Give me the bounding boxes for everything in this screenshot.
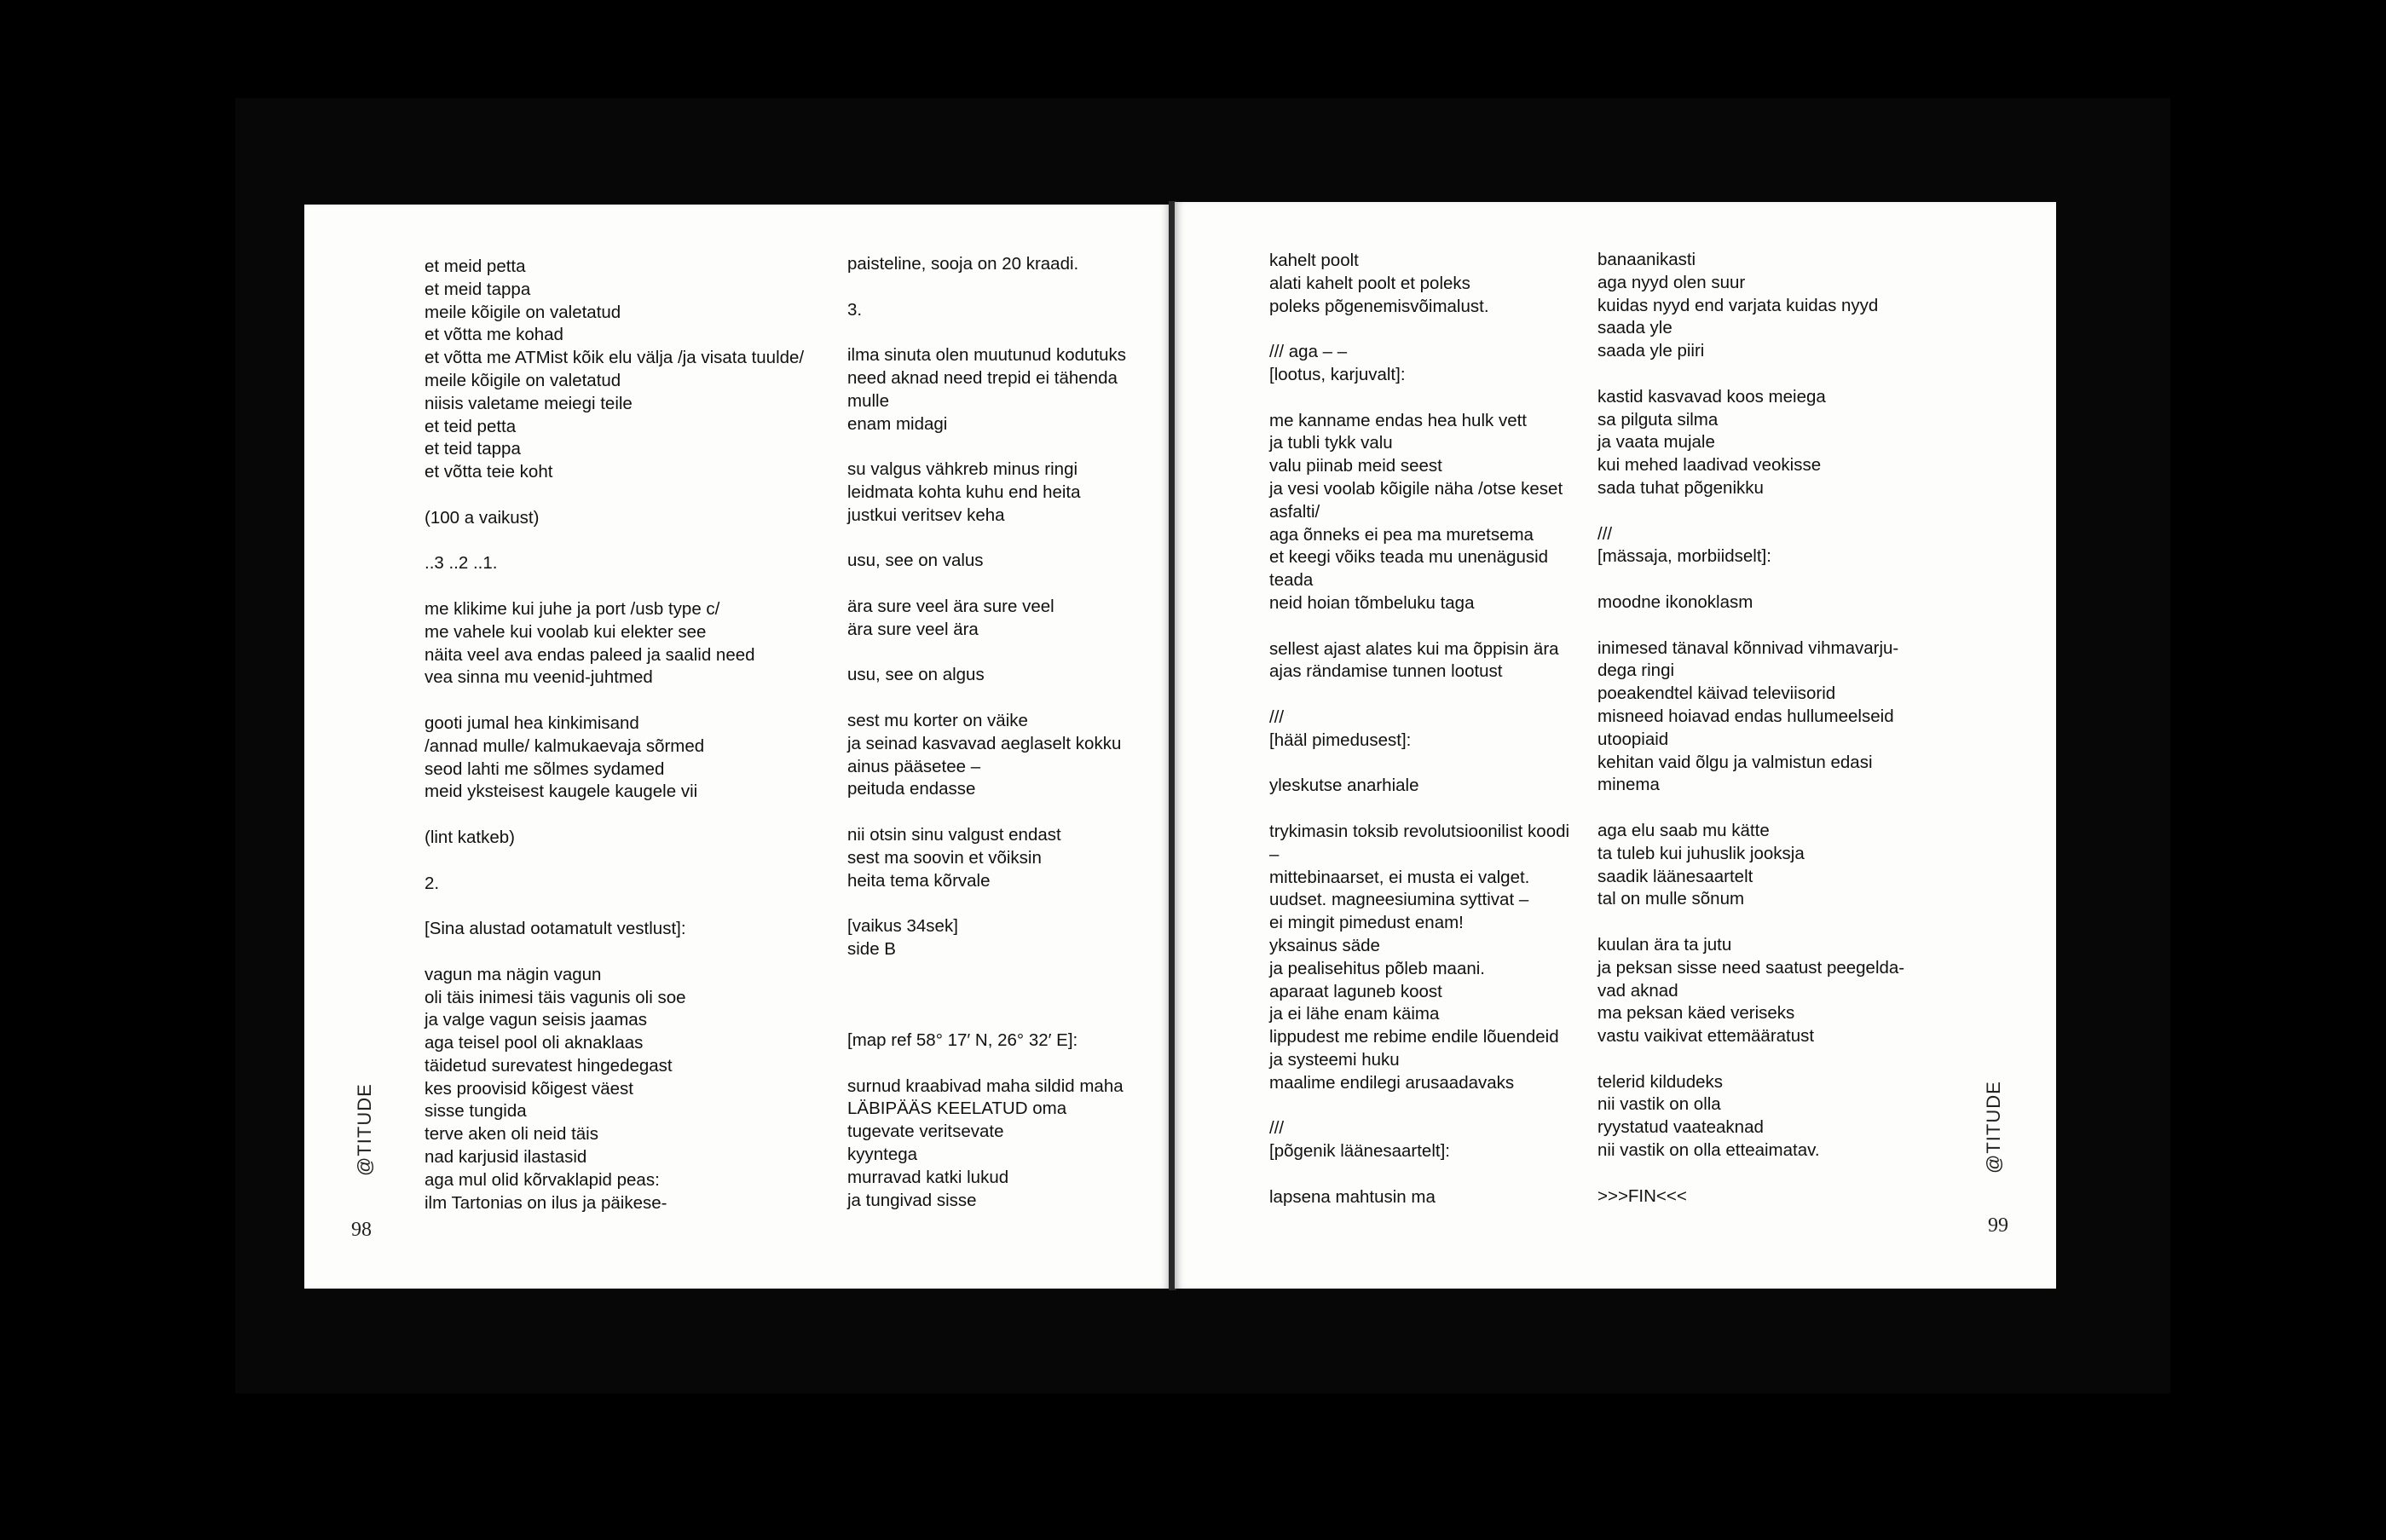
text-line: enam midagi xyxy=(847,413,948,434)
running-head-left: @TITUDE xyxy=(354,1083,375,1176)
text-line: meid yksteisest kaugele kaugele vii xyxy=(425,782,698,802)
text-line: [vaikus 34sek] xyxy=(847,916,958,937)
text-line: tugevate veritsevate xyxy=(847,1122,1004,1142)
text-line: ja systeemi huku xyxy=(1269,1049,1400,1070)
text-line: kes proovisid kõigest väest xyxy=(425,1078,633,1099)
text-line: uudset. magneesiumina syttivat – xyxy=(1269,890,1529,910)
text-line: me vahele kui voolab kui elekter see xyxy=(425,621,707,642)
text-line: ilm Tartonias on ilus ja päikese- xyxy=(425,1192,667,1213)
text-line: aparaat laguneb koost xyxy=(1269,981,1442,1001)
text-line xyxy=(847,687,1170,710)
text-line: sellest ajast alates kui ma õppisin ära xyxy=(1269,638,1559,659)
text-line: et võtta me ATMist kõik elu välja /ja visata tuulde/ xyxy=(425,348,805,368)
running-head-right: @TITUDE xyxy=(1983,1081,2004,1174)
text-line xyxy=(847,984,1170,1007)
text-line: kuulan ära ta jutu xyxy=(1597,934,1732,955)
text-line: mulle xyxy=(847,390,889,411)
text-line xyxy=(1597,1048,1990,1071)
text-line: >>>FIN<<< xyxy=(1597,1185,1687,1206)
text-line: ära sure veel ära xyxy=(847,619,979,639)
text-line: meile kõigile on valetatud xyxy=(425,370,621,390)
text-line xyxy=(1597,568,1990,591)
text-line xyxy=(1597,1162,1990,1185)
text-line: me kanname endas hea hulk vett xyxy=(1269,410,1527,430)
text-line: lapsena mahtusin ma xyxy=(1269,1186,1436,1207)
text-line xyxy=(847,573,1170,596)
text-line: – xyxy=(1269,844,1280,864)
text-line: ja tungivad sisse xyxy=(847,1190,977,1210)
text-line: et teid tappa xyxy=(425,439,521,459)
text-line xyxy=(847,1006,1170,1030)
text-line: /// xyxy=(1597,523,1613,544)
text-line: terve aken oli neid täis xyxy=(425,1124,598,1145)
text-line: valu piinab meid seest xyxy=(1269,456,1442,476)
text-line: et meid petta xyxy=(425,257,526,276)
text-line: leidmata kohta kuhu end heita xyxy=(847,482,1081,502)
text-line: sisse tungida xyxy=(425,1101,527,1122)
text-line: neid hoian tõmbeluku taga xyxy=(1269,592,1475,613)
text-line: paisteline, sooja on 20 kraadi. xyxy=(847,254,1079,274)
text-line: ma peksan käed veriseks xyxy=(1597,1003,1795,1024)
text-line: et võtta teie koht xyxy=(425,462,553,482)
left-page-column-2 xyxy=(847,253,1170,1212)
text-line: vea sinna mu veenid-juhtmed xyxy=(425,667,653,688)
text-line: need aknad need trepid ei tähenda xyxy=(847,367,1118,388)
text-line: teada xyxy=(1269,570,1314,591)
text-line xyxy=(847,276,1170,299)
text-line: et võtta me kohad xyxy=(425,325,563,345)
text-line: kui mehed laadivad veokisse xyxy=(1597,455,1822,476)
text-line: ilma sinuta olen muutunud kodutuks xyxy=(847,345,1127,366)
text-line: /// aga – – xyxy=(1269,342,1348,362)
text-line: kehitan vaid õlgu ja valmistun edasi xyxy=(1597,752,1873,772)
text-line: ja vaata mujale xyxy=(1597,432,1715,453)
text-line: alati kahelt poolt et poleks xyxy=(1269,273,1470,293)
text-line: kahelt poolt xyxy=(1269,251,1359,270)
right-page-column-2 xyxy=(1597,249,1990,1208)
text-line: [hääl pimedusest]: xyxy=(1269,730,1412,750)
text-line: moodne ikonoklasm xyxy=(1597,591,1753,612)
text-line: LÄBIPÄÄS KEELATUD oma xyxy=(847,1099,1067,1119)
text-line: saada yle xyxy=(1597,318,1673,338)
text-line xyxy=(847,961,1170,984)
text-line: ei mingit pimedust enam! xyxy=(1269,913,1464,933)
text-line xyxy=(847,1053,1170,1076)
text-line: surnud kraabivad maha sildid maha xyxy=(847,1076,1124,1096)
text-line: utoopiaid xyxy=(1597,729,1669,749)
text-line xyxy=(425,941,817,964)
text-line: ta tuleb kui juhuslik jooksja xyxy=(1597,843,1805,863)
text-line: meile kõigile on valetatud xyxy=(425,302,621,322)
text-line: inimesed tänaval kõnnivad vihmavarju- xyxy=(1597,637,1899,658)
text-line: ja valge vagun seisis jaamas xyxy=(425,1010,647,1030)
text-line: et meid tappa xyxy=(425,279,531,299)
text-line: /// xyxy=(1269,1118,1285,1139)
text-line xyxy=(425,804,817,827)
text-line: niisis valetame meiegi teile xyxy=(425,393,633,413)
text-line: 2. xyxy=(425,873,440,893)
text-line: (100 a vaikust) xyxy=(425,507,540,528)
text-line: [map ref 58° 17′ N, 26° 32′ E]: xyxy=(847,1030,1078,1051)
text-line xyxy=(847,892,1170,915)
text-line xyxy=(1597,363,1990,386)
text-line: et keegi võiks teada mu unenägusid xyxy=(1269,547,1549,568)
text-line: aga elu saab mu kätte xyxy=(1597,820,1770,840)
text-line xyxy=(847,528,1170,551)
text-line: vastu vaikivat ettemääratust xyxy=(1597,1026,1815,1047)
text-line: nii vastik on olla etteaimatav. xyxy=(1597,1140,1820,1161)
text-line xyxy=(847,801,1170,824)
text-line: banaanikasti xyxy=(1597,250,1696,269)
text-line xyxy=(425,689,817,712)
text-line: me klikime kui juhe ja port /usb type c/ xyxy=(425,598,720,619)
text-line: asfalti/ xyxy=(1269,501,1320,522)
text-line: ja pealisehitus põleb maani. xyxy=(1269,958,1485,978)
text-line: heita tema kõrvale xyxy=(847,870,991,891)
text-line: side B xyxy=(847,938,896,959)
text-line xyxy=(847,642,1170,665)
text-line xyxy=(1597,797,1990,820)
text-line: nii vastik on olla xyxy=(1597,1094,1721,1115)
text-line: kastid kasvavad koos meiega xyxy=(1597,386,1826,407)
text-line: maalime endilegi arusaadavaks xyxy=(1269,1072,1515,1093)
text-line: aga mul olid kõrvaklapid peas: xyxy=(425,1169,660,1190)
text-line: ja peksan sisse need saatust peegelda- xyxy=(1597,957,1905,978)
text-line: peituda endasse xyxy=(847,779,976,799)
page-number-right: 99 xyxy=(1988,1214,2008,1237)
text-line: /// xyxy=(1269,707,1285,727)
text-line: ajas rändamise tunnen lootust xyxy=(1269,661,1503,682)
text-line xyxy=(1597,911,1990,934)
text-line: ..3 ..2 ..1. xyxy=(425,553,498,574)
left-page xyxy=(304,205,1170,1289)
text-line xyxy=(425,575,817,598)
text-line: nii otsin sinu valgust endast xyxy=(847,824,1061,845)
text-line xyxy=(1597,614,1990,637)
text-line: aga teisel pool oli aknaklaas xyxy=(425,1033,644,1053)
text-line: sada tuhat põgenikku xyxy=(1597,477,1764,498)
text-line: sest mu korter on väike xyxy=(847,710,1028,730)
text-line: 3. xyxy=(847,299,863,320)
text-line: vad aknad xyxy=(1597,980,1678,1001)
text-line: näita veel ava endas paleed ja saalid need xyxy=(425,644,755,665)
text-line: poleks põgenemisvõimalust. xyxy=(1269,296,1489,316)
text-line xyxy=(1597,500,1990,523)
left-page-column-1 xyxy=(425,256,817,1214)
text-line: kyyntega xyxy=(847,1145,918,1165)
text-line: ja tubli tykk valu xyxy=(1269,433,1393,453)
text-line: täidetud surevatest hingedegast xyxy=(425,1055,673,1076)
text-line: ära sure veel ära sure veel xyxy=(847,596,1054,616)
text-line: /annad mulle/ kalmukaevaja sõrmed xyxy=(425,735,705,756)
text-line: nad karjusid ilastasid xyxy=(425,1147,587,1168)
text-line: [mässaja, morbiidselt]: xyxy=(1597,546,1771,567)
text-line: oli täis inimesi täis vagunis oli soe xyxy=(425,987,686,1007)
text-line: telerid kildudeks xyxy=(1597,1071,1723,1092)
text-line: kuidas nyyd end varjata kuidas nyyd xyxy=(1597,295,1879,315)
text-line: vagun ma nägin vagun xyxy=(425,964,602,984)
text-line: aga nyyd olen suur xyxy=(1597,272,1746,292)
text-line: [lootus, karjuvalt]: xyxy=(1269,364,1406,384)
text-line: gooti jumal hea kinkimisand xyxy=(425,712,639,733)
text-line: minema xyxy=(1597,775,1660,795)
text-line: yksainus säde xyxy=(1269,935,1380,955)
text-line xyxy=(425,895,817,918)
text-line xyxy=(847,321,1170,344)
text-line: sest ma soovin et võiksin xyxy=(847,847,1042,868)
text-line: ainus pääsetee – xyxy=(847,756,981,776)
text-line: saadik läänesaartelt xyxy=(1597,866,1753,886)
text-line: su valgus vähkreb minus ringi xyxy=(847,459,1078,480)
text-line xyxy=(425,850,817,873)
text-line: lippudest me rebime endile lõuendeid xyxy=(1269,1027,1559,1047)
text-line: saada yle piiri xyxy=(1597,341,1705,361)
text-line: (lint katkeb) xyxy=(425,827,515,847)
text-line: et teid petta xyxy=(425,416,517,436)
text-line: trykimasin toksib revolutsioonilist koodi xyxy=(1269,821,1570,841)
text-line xyxy=(425,530,817,553)
text-line: usu, see on algus xyxy=(847,665,985,685)
text-line: dega ringi xyxy=(1597,660,1675,681)
text-line: ja vesi voolab kõigile näha /otse keset xyxy=(1269,478,1563,499)
text-line: aga õnneks ei pea ma muretsema xyxy=(1269,524,1534,545)
text-line: poeakendtel käivad televiisorid xyxy=(1597,683,1836,704)
text-line: justkui veritsev keha xyxy=(847,505,1005,525)
text-line: murravad katki lukud xyxy=(847,1167,1009,1187)
text-line xyxy=(847,435,1170,459)
text-line: [põgenik läänesaartelt]: xyxy=(1269,1141,1450,1162)
text-line: ja seinad kasvavad aeglaselt kokku xyxy=(847,733,1122,753)
text-line: yleskutse anarhiale xyxy=(1269,776,1419,796)
text-line: misneed hoiavad endas hullumeelseid xyxy=(1597,706,1894,726)
right-page xyxy=(1175,202,2056,1289)
text-line: seod lahti me sõlmes sydamed xyxy=(425,758,665,779)
text-line: usu, see on valus xyxy=(847,551,984,571)
text-line: ja ei lähe enam käima xyxy=(1269,1004,1440,1024)
text-line xyxy=(425,484,817,507)
text-line: [Sina alustad ootamatult vestlust]: xyxy=(425,919,686,939)
page-number-left: 98 xyxy=(351,1219,372,1241)
text-line: mittebinaarset, ei musta ei valget. xyxy=(1269,867,1530,887)
text-line: tal on mulle sõnum xyxy=(1597,889,1745,909)
text-line: ryystatud vaateaknad xyxy=(1597,1117,1764,1138)
text-line: sa pilguta silma xyxy=(1597,409,1719,430)
